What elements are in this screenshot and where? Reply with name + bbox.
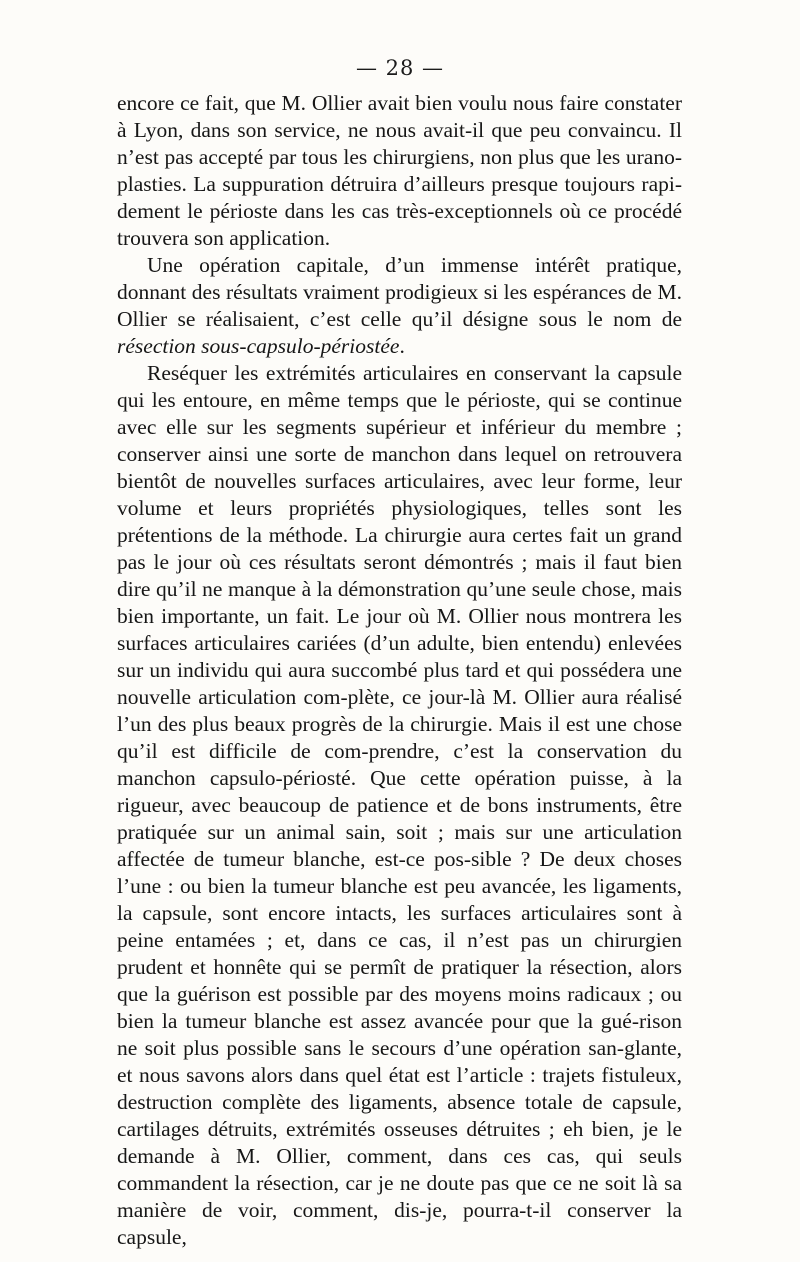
paragraph-2 xyxy=(117,252,682,360)
page-number: — 28 — xyxy=(355,56,445,80)
paragraph-1: encore ce fait, que M. Ollier avait bien voulu nous faire constater à Lyon, dans son service, ne nous avait-il que peu convaincu. Il n’est pas accepté par tous les chirurgiens, non plus que les urano-plasties. La suppuration détruira d’ailleurs presque toujours rapi-dement le périoste dans les cas très-exceptionnels où ce procédé trouvera son application. xyxy=(117,91,682,250)
paragraph-2-text: Une opération capitale, d’un immense intérêt pratique, donnant des résultats vraiment prodigieux si les espérances de M. Ollier se réalisaient, c’est celle qu’il désigne sous le nom de xyxy=(117,253,682,331)
paragraph-3: Reséquer les extrémités articulaires en conservant la capsule qui les entoure, en même temps que le périoste, qui se continue avec elle sur les segments supérieur et inférieur du membre ; conserver ainsi une sorte de manchon dans lequel on retrouvera bientôt de nouvelles surfaces articulaires, avec leur forme, leur volume et leurs propriétés physiologiques, telles sont les prétentions de la méthode. La chirurgie aura certes fait un grand pas le jour où ces résultats seront démontrés ; mais il faut bien dire qu’il ne manque à la démonstration qu’une seule chose, mais bien importante, un fait. Le jour où M. Ollier nous montrera les surfaces articulaires cariées (d’un adulte, bien entendu) enlevées sur un individu qui aura succombé plus tard et qui possédera une nouvelle articulation com-plète, ce jour-là M. Ollier aura réalisé l’un des plus beaux progrès de la chirurgie. Mais il est une chose qu’il est difficile de com-prendre, c’est la conservation du manchon capsulo-périosté. Que cette opération puisse, à la rigueur, avec beaucoup de patience et de bons instruments, être pratiquée sur un animal sain, soit ; mais sur une articulation affectée de tumeur blanche, est-ce pos-sible ? De deux choses l’une : ou bien la tumeur blanche est peu avancée, les ligaments, la capsule, sont encore intacts, les surfaces articulaires sont à peine entamées ; et, dans ce cas, il n’est pas un chirurgien prudent et honnête qui se permît de pratiquer la résection, alors que la guérison est possible par des moyens moins radicaux ; ou bien la tumeur blanche est assez avancée pour que la gué-rison ne soit plus possible sans le secours d’une opération san-glante, et nous savons alors dans quel état est l’article : trajets fistuleux, destruction complète des ligaments, absence totale de capsule, cartilages détruits, extrémités osseuses détruites ; eh bien, je le demande à M. Ollier, comment, dans ces cas, qui seuls commandent la résection, car je ne doute pas que ce ne soit là sa manière de voir, comment, dis-je, pourra-t-il conserver la capsule, xyxy=(117,361,682,1249)
body-text xyxy=(117,90,682,1251)
paragraph-2-end: . xyxy=(399,334,405,358)
paragraph-2-italic-term: résection sous-capsulo-périostée xyxy=(117,334,400,358)
